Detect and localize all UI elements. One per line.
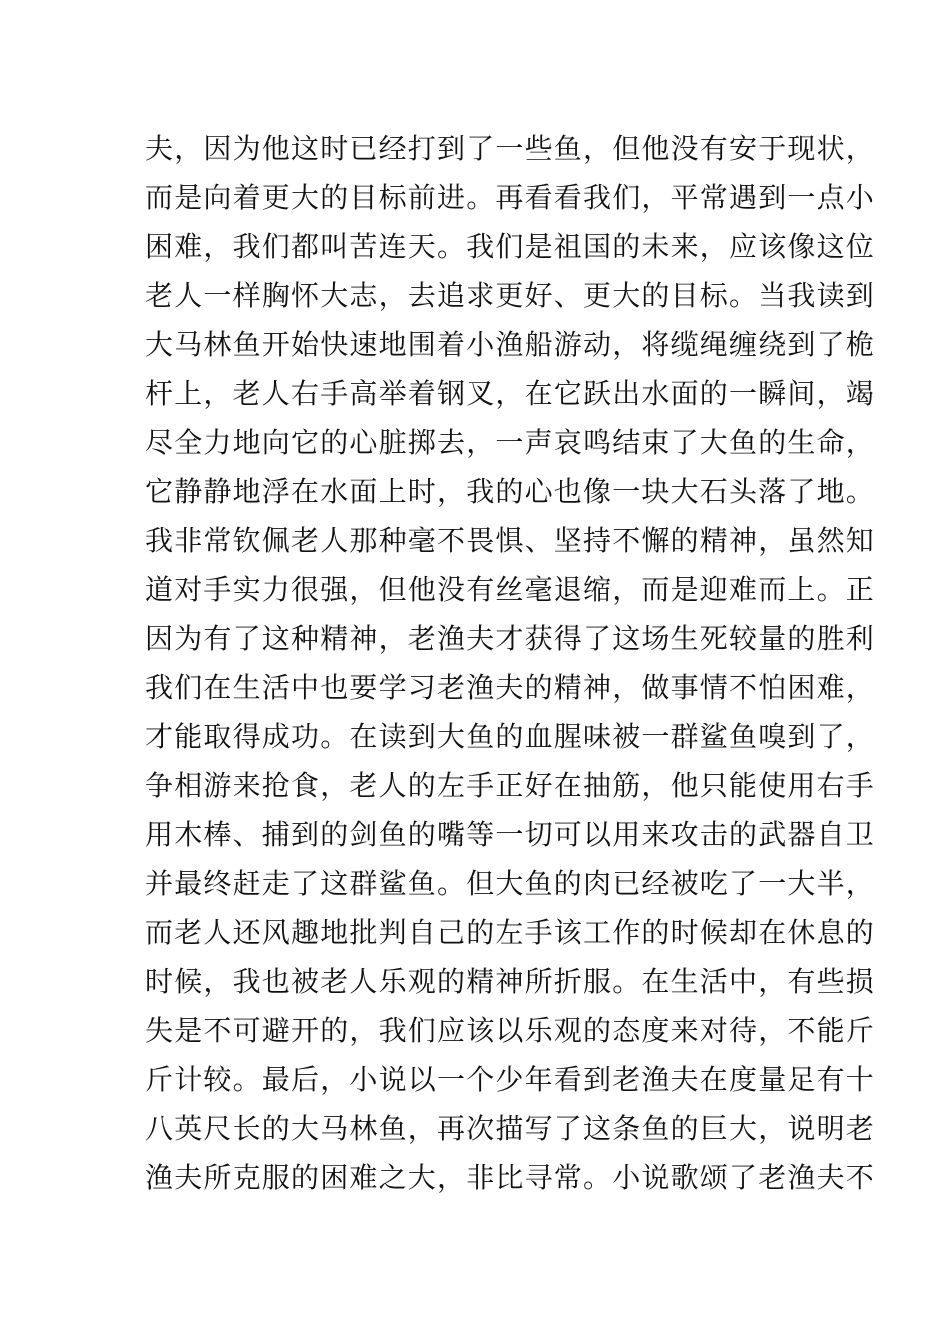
text-line: 八英尺长的大马林鱼，再次描写了这条鱼的巨大，说明老 [145, 1112, 876, 1145]
body-text [145, 124, 876, 1202]
text-line: 渔夫所克服的困难之大，非比寻常。小说歌颂了老渔夫不 [145, 1161, 876, 1194]
text-line: 才能取得成功。在读到大鱼的血腥味被一群鲨鱼嗅到了， [145, 720, 876, 753]
text-line: 老人一样胸怀大志，去追求更好、更大的目标。当我读到 [145, 279, 876, 312]
text-line: 它静静地浮在水面上时，我的心也像一块大石头落了地。 [145, 475, 876, 508]
text-line: 时候，我也被老人乐观的精神所折服。在生活中，有些损 [145, 965, 876, 998]
text-line: 夫，因为他这时已经打到了一些鱼，但他没有安于现状， [145, 132, 876, 165]
text-line: 用木棒、捕到的剑鱼的嘴等一切可以用来攻击的武器自卫 [145, 818, 876, 851]
text-line: 杆上，老人右手高举着钢叉，在它跃出水面的一瞬间，竭 [145, 377, 876, 410]
text-line: 因为有了这种精神，老渔夫才获得了这场生死较量的胜利 [145, 622, 876, 655]
text-line: 道对手实力很强，但他没有丝毫退缩，而是迎难而上。正 [145, 573, 876, 606]
text-line: 斤计较。最后，小说以一个少年看到老渔夫在度量足有十 [145, 1063, 876, 1096]
text-line: 而是向着更大的目标前进。再看看我们，平常遇到一点小 [145, 181, 876, 214]
text-line: 我非常钦佩老人那种毫不畏惧、坚持不懈的精神，虽然知 [145, 524, 876, 557]
text-line: 而老人还风趣地批判自己的左手该工作的时候却在休息的 [145, 916, 876, 949]
text-line: 争相游来抢食，老人的左手正好在抽筋，他只能使用右手 [145, 769, 876, 802]
text-line: 尽全力地向它的心脏掷去，一声哀鸣结束了大鱼的生命， [145, 426, 876, 459]
text-line: 我们在生活中也要学习老渔夫的精神，做事情不怕困难， [145, 671, 876, 704]
text-line: 困难，我们都叫苦连天。我们是祖国的未来，应该像这位 [145, 230, 876, 263]
text-line: 失是不可避开的，我们应该以乐观的态度来对待，不能斤 [145, 1014, 876, 1047]
text-line: 并最终赶走了这群鲨鱼。但大鱼的肉已经被吃了一大半， [145, 867, 876, 900]
text-line: 大马林鱼开始快速地围着小渔船游动，将缆绳缠绕到了桅 [145, 328, 876, 361]
